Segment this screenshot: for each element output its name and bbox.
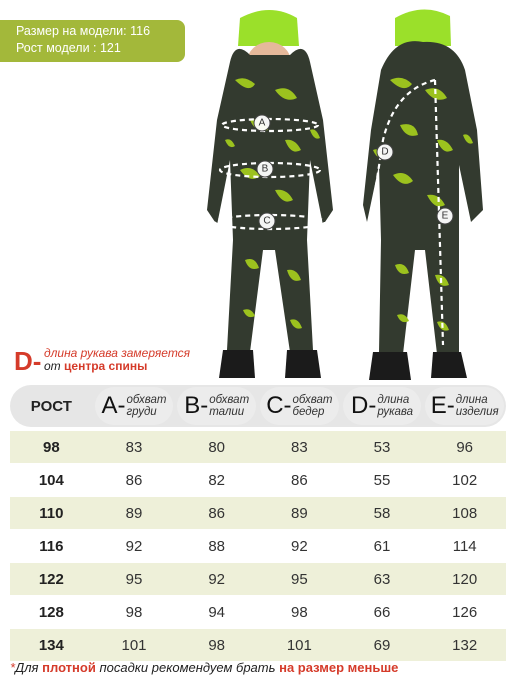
model-height-text: Рост модели : 121 [16,41,121,55]
header-length-line1: длина [455,394,488,406]
table-header-row [10,385,506,427]
measurement-cell: 98 [208,636,226,654]
table-row [10,629,506,661]
measurement-cell: 95 [125,570,143,588]
measurement-cell: 92 [125,537,143,555]
measurement-cell: 63 [373,570,391,588]
header-sleeve-line2: рукава [377,406,414,418]
header-length [423,385,506,427]
measurement-cell: 58 [373,504,391,522]
table-body [10,431,506,661]
header-sleeve [341,385,424,427]
measurement-cell: 101 [286,636,312,654]
table-row [10,431,506,463]
measurement-cell: 94 [208,603,226,621]
measurement-cell: 86 [125,471,143,489]
header-sleeve-line1: длина [377,394,410,406]
header-chest-letter: A- [101,392,126,419]
model-info-badge [0,20,185,62]
header-height-label: РОСТ [30,397,72,415]
header-length-line2: изделия [455,406,499,418]
height-cell: 104 [38,471,64,489]
header-sleeve-letter: D- [350,392,377,419]
measurement-cell: 114 [452,537,477,555]
fit-footnote [10,660,510,675]
table-row [10,530,506,562]
measurement-cell: 98 [125,603,143,621]
measurement-cell: 132 [452,636,478,654]
note-line2-bold: центра спины [64,359,148,373]
measurement-cell: 101 [121,636,147,654]
sleeve-measure-note [14,344,244,374]
measurement-cell: 92 [291,537,308,555]
measurement-cell: 88 [208,537,226,555]
measurement-cell: 120 [452,570,478,588]
header-waist-line2: талии [209,406,245,418]
table-row [10,464,506,496]
measurement-cell: 53 [373,438,391,456]
model-size-text: Размер на модели: 116 [16,24,151,38]
marker-d-label: D [381,146,389,158]
header-chest-line2: груди [126,406,157,418]
header-length-letter: E- [430,392,455,419]
measurement-cell: 61 [373,537,391,555]
header-hips-letter: C- [266,392,292,419]
measurement-cell: 82 [208,471,226,489]
header-hips-line2: бедер [292,406,325,418]
header-hips-line1: обхват [292,394,333,406]
measurement-cell: 126 [452,603,478,621]
measurement-cell: 66 [373,603,391,621]
height-cell: 134 [38,636,64,654]
header-hips [258,385,341,427]
measurement-cell: 89 [125,504,143,522]
marker-a-label: A [258,117,266,129]
front-view-figure [195,0,345,385]
measurement-cell: 55 [373,471,391,489]
measurement-cell: 98 [291,603,308,621]
note-line2 [44,359,147,373]
height-cell: 98 [42,438,60,456]
marker-b-label: B [261,163,269,175]
header-waist-letter: B- [184,392,209,419]
height-cell: 122 [38,570,64,588]
size-table [10,385,506,662]
footnote-part2: посадки рекомендуем брать [99,660,276,675]
measurement-cell: 86 [208,504,226,522]
back-view-figure [355,0,490,385]
note-line2-prefix: от [44,359,61,373]
measurement-cell: 96 [456,438,474,456]
measurement-cell: 83 [291,438,308,456]
table-row [10,563,506,595]
header-waist-line1: обхват [209,394,250,406]
measurement-cell: 92 [208,570,226,588]
footnote-bold1: плотной [42,660,96,675]
height-cell: 110 [39,504,64,522]
header-height [10,385,93,427]
footnote-star: * [10,660,16,675]
measurement-cell: 89 [291,504,308,522]
marker-c-label: C [263,215,271,227]
header-waist [175,385,258,427]
measurement-cell: 108 [452,504,478,522]
table-row [10,497,506,529]
measurement-cell: 69 [373,636,391,654]
measurement-cell: 83 [125,438,143,456]
note-line1: длина рукава замеряется [44,346,191,360]
footnote-bold2: на размер меньше [279,660,399,675]
footnote-part1: Для [15,660,39,675]
height-cell: 128 [38,603,64,621]
header-chest-line1: обхват [126,394,167,406]
measurement-cell: 95 [291,570,308,588]
measurement-cell: 102 [452,471,478,489]
height-cell: 116 [39,537,64,555]
table-row [10,596,506,628]
marker-e-label: E [441,210,449,222]
measurement-cell: 80 [208,438,226,456]
note-letter: D- [14,346,42,376]
header-chest [93,385,176,427]
measurement-cell: 86 [291,471,308,489]
